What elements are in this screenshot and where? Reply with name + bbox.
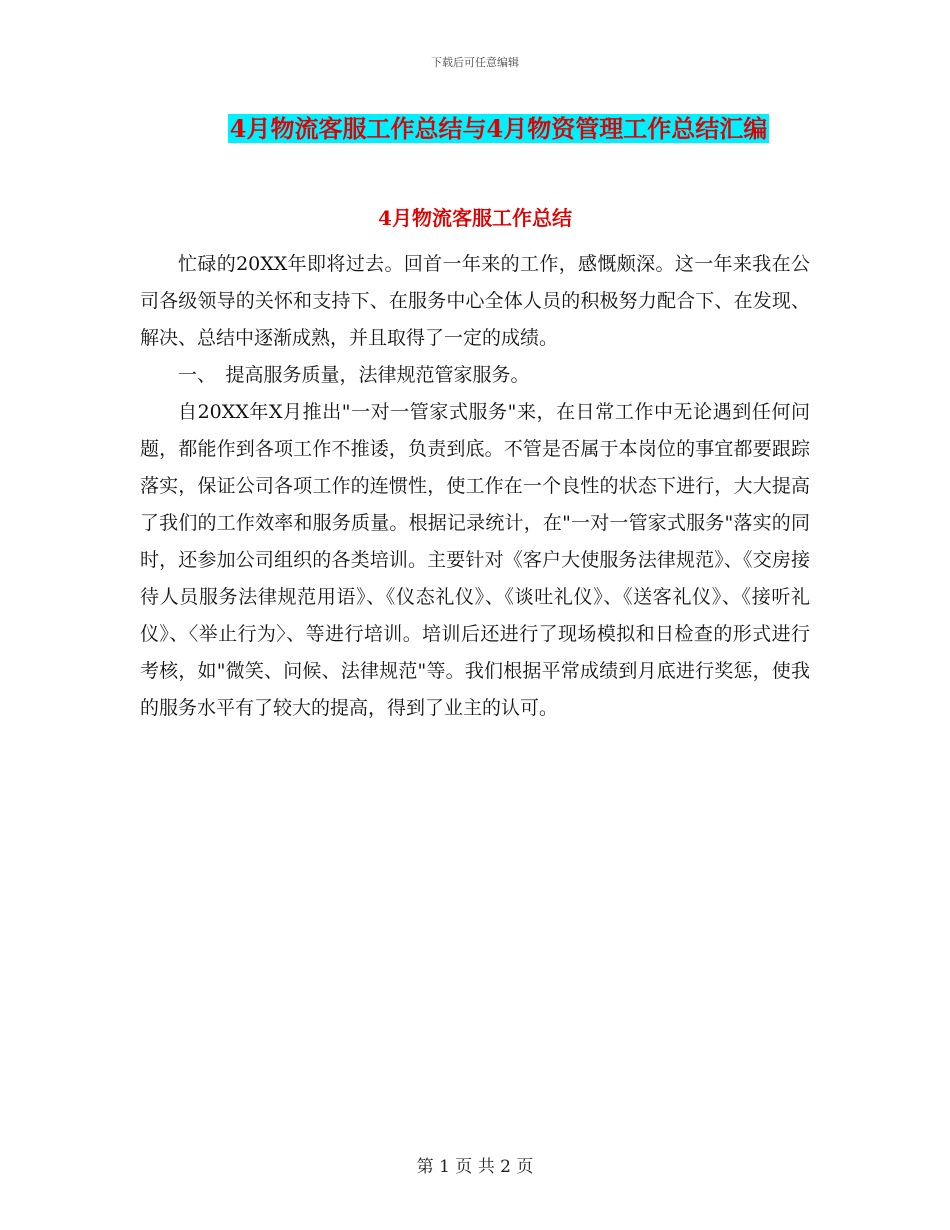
document-title bbox=[200, 112, 797, 146]
paragraph-heading-1: 一、 提高服务质量，法律规范管家服务。 bbox=[178, 364, 530, 386]
page-footer: 第 1 页 共 2 页 bbox=[416, 1157, 534, 1177]
paragraph-detail: 自20XX年X月推出"一对一管家式服务"来，在日常工作中无论遇到任何问题，都能作到各项工作不推诿，负责到底。不管是否属于本岗位的事宜都要跟踪落实，保证公司各项工作的连惯性，使工作在一个良性的状态下进行，大大提高了我们的工作效率和服务质量。根据记录统计，在"一对一管家式服务"落实的同时，还参加公司组织的各类培训。主要针对《客户大使服务法律规范》、《交房接待人员服务法律规范用语》、《仪态礼仪》、《谈吐礼仪》、《送客礼仪》、《接听礼仪》、〈举止行为〉、等进行培训。培训后还进行了现场模拟和日检查的形式进行考核，如"微笑、问候、法律规范"等。我们根据平常成绩到月底进行奖惩，使我的服务水平有了较大的提高，得到了业主的认可。 bbox=[140, 401, 810, 719]
document-title-text: 4月物流客服工作总结与4月物资管理工作总结汇编 bbox=[229, 114, 768, 143]
section-title: 4月物流客服工作总结 bbox=[378, 206, 572, 230]
body-text bbox=[140, 246, 810, 727]
paragraph-intro: 忙碌的20XX年即将过去。回首一年来的工作，感慨颇深。这一年来我在公司各级领导的关怀和支持下、在服务中心全体人员的积极努力配合下、在发现、解决、总结中逐渐成熟，并且取得了一定的成绩。 bbox=[140, 253, 810, 349]
header-note: 下载后可任意编辑 bbox=[431, 56, 519, 69]
